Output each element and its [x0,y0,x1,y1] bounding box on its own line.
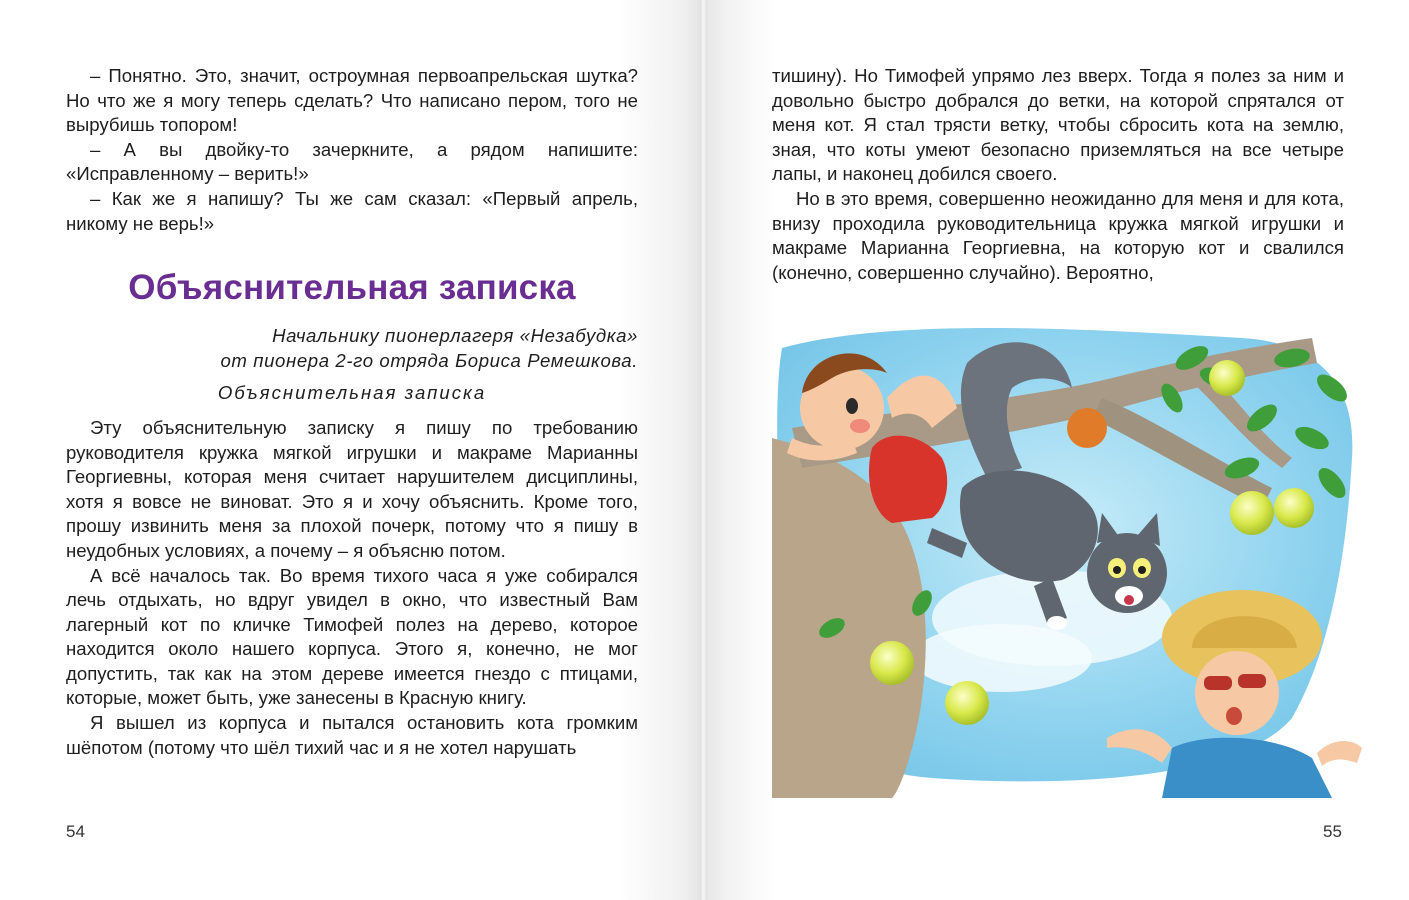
body-paragraph: А всё началось так. Во время тихого часа я уже собирался лечь отдыхать, но вдруг увидел в окно, что известный Вам лагерный кот по кличке Тимофей полез на дерево, которое находится около нашего корпуса. Этого я, конечно, не мог допустить, так как на этом дереве имеется гнездо с птицами, которые, может быть, уже занесены в Красную книгу. [66,564,638,709]
addressee-line: от пионера 2-го отряда Бориса Ремешкова. [220,349,638,371]
addressee-line: Начальнику пионерлагеря «Незабудка» [272,325,638,347]
illustration-svg [772,318,1364,798]
page-number-right: 55 [1323,822,1342,841]
body-paragraph: Но в это время, совершенно неожиданно для меня и для кота, внизу проходила руководительница кружка мягкой игрушки и макраме Марианна Георгиевна, на которую кот и свалился (конечно, совершенно случайно). Вероятно, [772,187,1344,283]
chapter-heading: Объяснительная записка [128,268,576,308]
left-page-column [66,64,638,760]
note-subheading: Объяснительная записка [217,382,487,404]
dialogue-line: – Как же я напишу? Ты же сам сказал: «Первый апрель, никому не верь!» [66,187,638,234]
dialogue-line: – Понятно. Это, значит, остроумная первоапрельская шутка? Но что же я могу теперь сделать? Что написано пером, того не вырубишь топором! [66,65,638,136]
body-paragraph: тишину). Но Тимофей упрямо лез вверх. Тогда я полез за ним и довольно быстро добрался до ветки, на которой спрятался от меня кот. Я стал трясти ветку, чтобы сбросить кота на землю, зная, что коты умеют безопасно приземляться на все четыре лапы, и наконец добился своего. [772,65,1344,185]
cloud-shape [912,624,1092,692]
right-page-column [772,64,1344,285]
book-gutter [700,0,707,900]
boy-cat-tree-illustration [772,318,1364,798]
dialogue-line: – А вы двойку-то зачеркните, а рядом напишите: «Исправленному – верить!» [66,138,638,185]
body-paragraph: Эту объяснительную записку я пишу по требованию руководителя кружка мягкой игрушки и макраме Марианны Георгиевны, которая меня считает нарушителем дисциплины, хотя я вовсе не виноват. Это я и хочу объяснить. Кроме того, прошу извинить меня за плохой почерк, потому что я пишу в неудобных условиях, а почему – я объясню потом. [66,416,638,561]
orange-fruit [1067,408,1107,448]
body-paragraph: Я вышел из корпуса и пытался остановить кота громким шёпотом (потому что шёл тихий час и я не хотел нарушать [66,712,638,758]
page-number-left: 54 [66,822,85,841]
